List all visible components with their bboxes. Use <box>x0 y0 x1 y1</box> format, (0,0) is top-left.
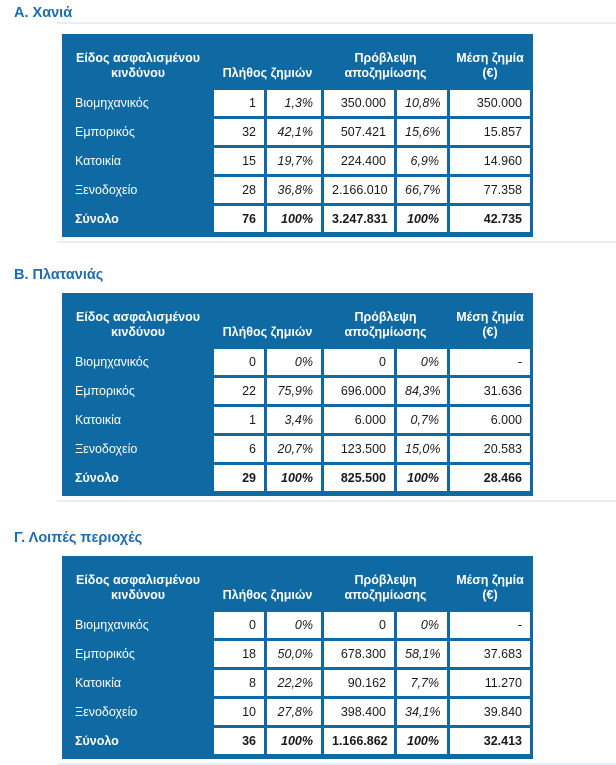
section-title-other-areas: Γ. Λοιπές περιοχές <box>14 530 143 546</box>
forecast-pct: 0,7% <box>397 407 447 433</box>
claims-count-pct: 42,1% <box>267 119 321 145</box>
forecast-value: 696.000 <box>324 378 394 404</box>
table-row-hotel <box>65 177 530 203</box>
total-claims-count-pct: 100% <box>267 728 321 754</box>
total-label: Σύνολο <box>75 471 119 485</box>
average-claim-value: 6.000 <box>450 407 530 433</box>
forecast-pct: 15,0% <box>397 436 447 462</box>
table-row-industrial <box>65 349 530 375</box>
header-row <box>65 559 530 609</box>
average-claim-value: 350.000 <box>450 90 530 116</box>
header-row <box>65 296 530 346</box>
claims-table-other-areas <box>62 556 533 759</box>
forecast-pct: 0% <box>397 349 447 375</box>
total-forecast-pct: 100% <box>397 206 447 232</box>
forecast-value: 350.000 <box>324 90 394 116</box>
row-label: Κατοικία <box>75 676 122 690</box>
claims-count-value: 0 <box>214 612 264 638</box>
claims-count-pct: 36,8% <box>267 177 321 203</box>
total-label: Σύνολο <box>75 734 119 748</box>
header-compensation-forecast: Πρόβλεψη αποζημίωσης <box>344 310 427 339</box>
header-average-claim: Μέση ζημία (€) <box>456 573 524 602</box>
forecast-pct: 7,7% <box>397 670 447 696</box>
average-claim-value: 77.358 <box>450 177 530 203</box>
forecast-value: 224.400 <box>324 148 394 174</box>
forecast-value: 90.162 <box>324 670 394 696</box>
claims-count-pct: 0% <box>267 612 321 638</box>
total-row <box>65 206 530 232</box>
row-label: Ξενοδοχείο <box>75 442 138 456</box>
claims-count-pct: 0% <box>267 349 321 375</box>
average-claim-value: - <box>450 349 530 375</box>
row-label: Κατοικία <box>75 154 122 168</box>
forecast-pct: 84,3% <box>397 378 447 404</box>
table-row-hotel <box>65 699 530 725</box>
row-label: Κατοικία <box>75 413 122 427</box>
row-label: Βιομηχανικός <box>75 355 149 369</box>
row-label: Βιομηχανικός <box>75 618 149 632</box>
claims-count-pct: 50,0% <box>267 641 321 667</box>
table-row-commercial <box>65 641 530 667</box>
header-average-claim: Μέση ζημία (€) <box>456 51 524 80</box>
average-claim-value: 14.960 <box>450 148 530 174</box>
total-claims-count: 29 <box>214 465 264 491</box>
forecast-value: 2.166.010 <box>324 177 394 203</box>
average-claim-value: 39.840 <box>450 699 530 725</box>
table-row-residence <box>65 407 530 433</box>
section-title-chania: Α. Χανιά <box>14 5 73 21</box>
header-risk-type: Είδος ασφαλισμένου κινδύνου <box>76 310 200 339</box>
total-row <box>65 465 530 491</box>
forecast-value: 0 <box>324 612 394 638</box>
claims-count-value: 1 <box>214 407 264 433</box>
claims-count-pct: 27,8% <box>267 699 321 725</box>
row-label: Βιομηχανικός <box>75 96 149 110</box>
section-title-platanias: Β. Πλατανιάς <box>14 267 104 283</box>
claims-count-value: 28 <box>214 177 264 203</box>
forecast-value: 123.500 <box>324 436 394 462</box>
average-claim-value: - <box>450 612 530 638</box>
table-row-residence <box>65 670 530 696</box>
divider-after-table-a <box>57 241 616 243</box>
header-claims-count: Πλήθος ζημιών <box>222 325 313 339</box>
divider-under-title-a <box>57 22 616 24</box>
claims-table-chania <box>62 34 533 237</box>
claims-count-value: 22 <box>214 378 264 404</box>
table-row-residence <box>65 148 530 174</box>
claims-count-pct: 75,9% <box>267 378 321 404</box>
table-row-hotel <box>65 436 530 462</box>
average-claim-value: 37.683 <box>450 641 530 667</box>
claims-count-pct: 1,3% <box>267 90 321 116</box>
total-forecast-pct: 100% <box>397 728 447 754</box>
total-forecast-pct: 100% <box>397 465 447 491</box>
row-label: Εμπορικός <box>75 647 135 661</box>
forecast-pct: 6,9% <box>397 148 447 174</box>
total-row <box>65 728 530 754</box>
claims-count-value: 6 <box>214 436 264 462</box>
forecast-pct: 15,6% <box>397 119 447 145</box>
claims-count-value: 10 <box>214 699 264 725</box>
total-average-claim: 32.413 <box>450 728 530 754</box>
header-claims-count: Πλήθος ζημιών <box>222 66 313 80</box>
header-average-claim: Μέση ζημία (€) <box>456 310 524 339</box>
table-row-commercial <box>65 119 530 145</box>
total-average-claim: 28.466 <box>450 465 530 491</box>
forecast-pct: 10,8% <box>397 90 447 116</box>
claims-table-platanias <box>62 293 533 496</box>
header-row <box>65 37 530 87</box>
claims-count-pct: 22,2% <box>267 670 321 696</box>
forecast-pct: 34,1% <box>397 699 447 725</box>
claims-count-value: 0 <box>214 349 264 375</box>
forecast-value: 6.000 <box>324 407 394 433</box>
header-risk-type: Είδος ασφαλισμένου κινδύνου <box>76 573 200 602</box>
claims-count-pct: 19,7% <box>267 148 321 174</box>
total-forecast: 1.166.862 <box>324 728 394 754</box>
claims-count-value: 18 <box>214 641 264 667</box>
total-forecast: 825.500 <box>324 465 394 491</box>
forecast-value: 678.300 <box>324 641 394 667</box>
average-claim-value: 15.857 <box>450 119 530 145</box>
total-claims-count: 76 <box>214 206 264 232</box>
header-compensation-forecast: Πρόβλεψη αποζημίωσης <box>344 573 427 602</box>
claims-count-value: 1 <box>214 90 264 116</box>
row-label: Εμπορικός <box>75 384 135 398</box>
table-row-commercial <box>65 378 530 404</box>
forecast-value: 507.421 <box>324 119 394 145</box>
total-forecast: 3.247.831 <box>324 206 394 232</box>
claims-count-value: 8 <box>214 670 264 696</box>
total-claims-count-pct: 100% <box>267 465 321 491</box>
table-row-industrial <box>65 612 530 638</box>
forecast-pct: 58,1% <box>397 641 447 667</box>
average-claim-value: 20.583 <box>450 436 530 462</box>
total-claims-count: 36 <box>214 728 264 754</box>
total-label: Σύνολο <box>75 212 119 226</box>
header-compensation-forecast: Πρόβλεψη αποζημίωσης <box>344 51 427 80</box>
claims-count-value: 32 <box>214 119 264 145</box>
divider-after-table-b <box>57 500 616 502</box>
claims-count-pct: 20,7% <box>267 436 321 462</box>
claims-count-pct: 3,4% <box>267 407 321 433</box>
forecast-pct: 66,7% <box>397 177 447 203</box>
forecast-value: 398.400 <box>324 699 394 725</box>
average-claim-value: 11.270 <box>450 670 530 696</box>
forecast-pct: 0% <box>397 612 447 638</box>
row-label: Ξενοδοχείο <box>75 705 138 719</box>
row-label: Ξενοδοχείο <box>75 183 138 197</box>
row-label: Εμπορικός <box>75 125 135 139</box>
claims-count-value: 15 <box>214 148 264 174</box>
header-risk-type: Είδος ασφαλισμένου κινδύνου <box>76 51 200 80</box>
total-claims-count-pct: 100% <box>267 206 321 232</box>
header-claims-count: Πλήθος ζημιών <box>222 588 313 602</box>
table-row-industrial <box>65 90 530 116</box>
average-claim-value: 31.636 <box>450 378 530 404</box>
total-average-claim: 42.735 <box>450 206 530 232</box>
forecast-value: 0 <box>324 349 394 375</box>
